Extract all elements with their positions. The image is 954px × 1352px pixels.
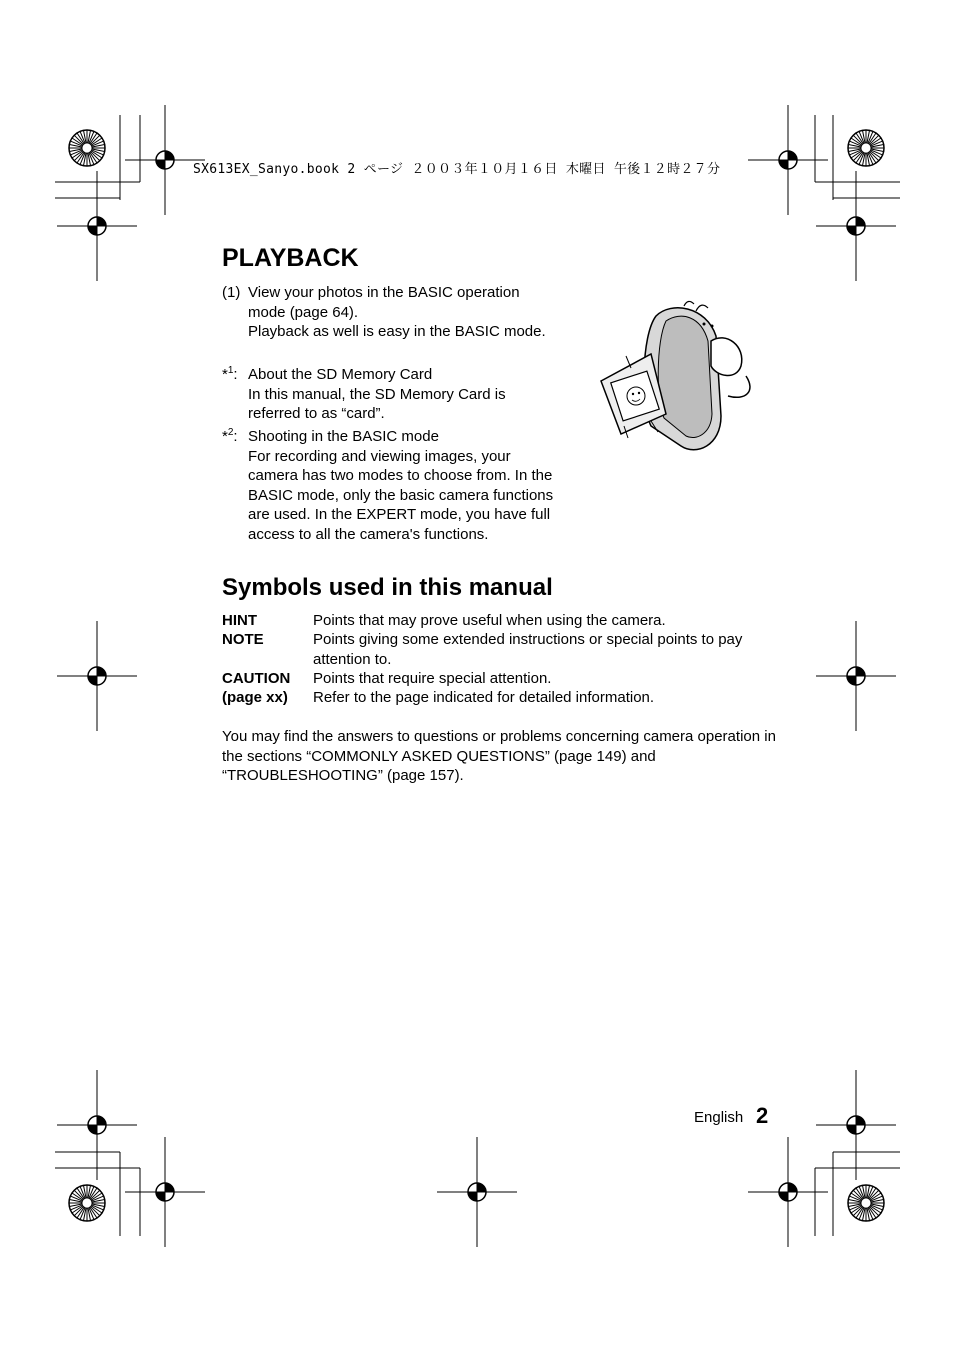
symbol-value: Points that require special attention. (313, 670, 552, 687)
footnote-1-line: About the SD Memory Card (248, 366, 433, 383)
footnote-2-label: *$^2$: (222, 427, 238, 445)
footnote-2-line: access to all the camera's functions. (248, 525, 489, 543)
symbol-value: Points giving some extended instructions or special points to pay attention to. (313, 631, 743, 668)
footnote-1-text (248, 365, 578, 424)
item-1-line: View your photos in the BASIC operation (248, 284, 520, 301)
symbol-key: NOTE (222, 631, 264, 648)
symbol-row-caution (222, 669, 782, 689)
footnote-2-line: are used. In the EXPERT mode, you have full (248, 506, 551, 523)
symbol-row-page-ref (222, 688, 782, 708)
footer-language: English (694, 1109, 744, 1126)
playback-section (0, 283, 954, 543)
symbol-row-hint (222, 611, 782, 631)
symbol-row-note (222, 630, 782, 670)
footnote-2-line: Shooting in the BASIC mode (248, 428, 439, 445)
footnote-2-line: For recording and viewing images, your (248, 447, 511, 465)
symbol-key: (page xx) (222, 689, 288, 706)
symbol-key: CAUTION (222, 670, 291, 687)
symbols-heading: Symbols used in this manual (222, 574, 553, 601)
footnote-1-label: *$^1$: (222, 365, 238, 383)
item-1-line: Playback as well is easy in the BASIC mode. (248, 323, 546, 340)
print-header: SX613EX_Sanyo.book 2 ページ ２００３年１０月１６日 木曜日 午後１２時２７分 (193, 162, 721, 177)
camera-illustration (596, 296, 766, 461)
faq-paragraph: You may find the answers to questions or problems concerning camera operation in the sections “COMMONLY ASKED QUESTIONS” (page 149) and “TROUBLESHOOTING” (page 157). (222, 728, 776, 784)
footnote-2-text (248, 427, 578, 544)
page-number: 2 (756, 1103, 769, 1128)
footnote-1-line: In this manual, the SD Memory Card is (248, 385, 506, 403)
symbol-value: Refer to the page indicated for detailed information. (313, 689, 655, 706)
footnote-2-line: camera has two modes to choose from. In the (248, 467, 553, 484)
playback-heading: PLAYBACK (222, 244, 359, 272)
symbol-value: Points that may prove useful when using the camera. (313, 612, 666, 629)
item-1-line: mode (page 64). (248, 303, 359, 321)
item-1-text (248, 283, 578, 342)
item-1-label: (1) (222, 284, 241, 301)
footnote-2-line: BASIC mode, only the basic camera functions (248, 486, 554, 504)
symbol-key: HINT (222, 612, 257, 629)
footnote-1-line: referred to as “card”. (248, 405, 385, 422)
